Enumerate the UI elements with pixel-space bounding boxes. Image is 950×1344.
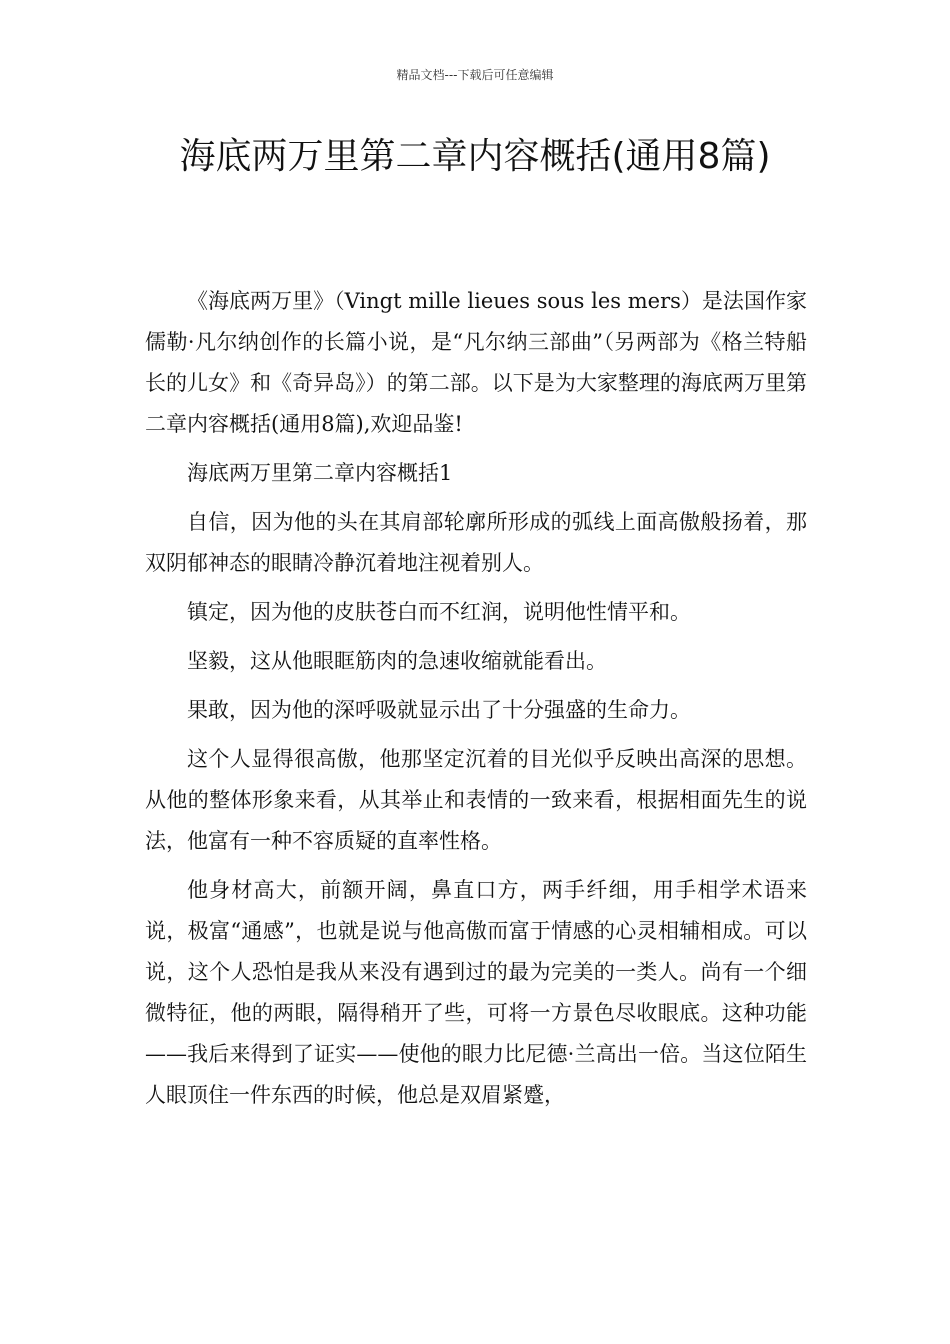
body-paragraph: 他身材高大，前额开阔，鼻直口方，两手纤细，用手相学术语来说，极富“通感”，也就是说与他高傲而富于情感的心灵相辅相成。可以说，这个人恐怕是我从来没有遇到过的最为完美的一类人。尚有一个细微特征，他的两眼，隔得稍开了些，可将一方景色尽收眼底。这种功能——我后来得到了证实——使他的眼力比尼德·兰高出一倍。当这位陌生人眼顶住一件东西的时候，他总是双眉紧蹙，: [145, 878, 807, 1107]
body-paragraph: 自信，因为他的头在其肩部轮廓所形成的弧线上面高傲般扬着，那双阴郁神态的眼睛冷静沉着地注视着别人。: [145, 510, 807, 575]
body-paragraph: 这个人显得很高傲，他那坚定沉着的目光似乎反映出高深的思想。从他的整体形象来看，从其举止和表情的一致来看，根据相面先生的说法，他富有一种不容质疑的直率性格。: [145, 747, 807, 853]
intro-paragraph: 《海底两万里》（Vingt mille lieues sous les mers）是法国作家儒勒·凡尔纳创作的长篇小说，是“凡尔纳三部曲”（另两部为《格兰特船长的儿女》和《奇异岛》）的第二部。以下是为大家整理的海底两万里第二章内容概括(通用8篇),欢迎品鉴!: [145, 289, 807, 436]
body-paragraph: 坚毅，这从他眼眶筋肉的急速收缩就能看出。: [187, 649, 607, 673]
header-note: 精品文档---下载后可任意编辑: [396, 68, 554, 82]
body-paragraph: 镇定，因为他的皮肤苍白而不红润，说明他性情平和。: [187, 600, 691, 624]
document-body: [145, 281, 807, 1124]
body-paragraph: 果敢，因为他的深呼吸就显示出了十分强盛的生命力。: [187, 698, 691, 722]
section-heading: 海底两万里第二章内容概括1: [187, 461, 453, 485]
document-title: 海底两万里第二章内容概括(通用8篇): [179, 136, 771, 177]
